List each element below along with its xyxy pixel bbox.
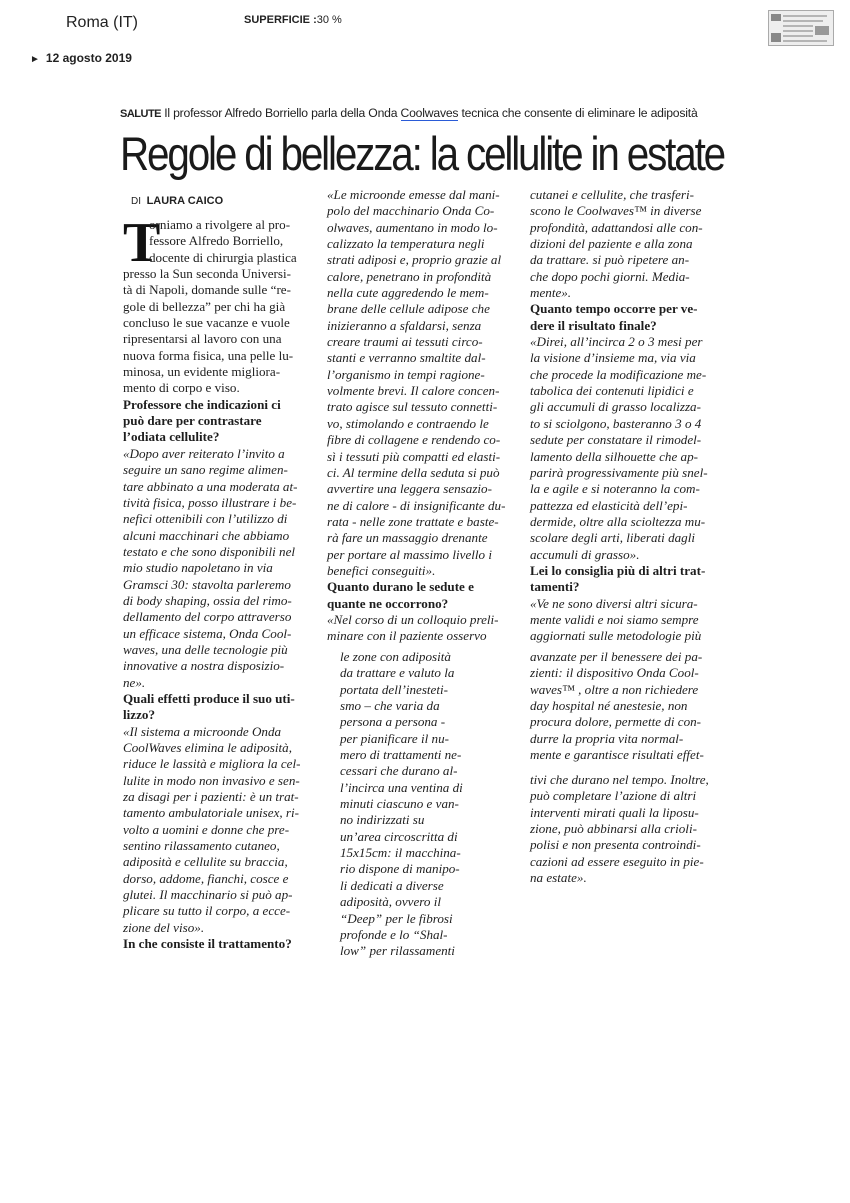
text-line: zione, può abbinarsi alla crioli- (530, 821, 697, 837)
text-line: waves, una delle tecnologie più (123, 641, 288, 657)
text-line: minuti ciascuno e van- (340, 796, 459, 812)
text-line: no indirizzati su (340, 812, 425, 828)
text-line: glutei. Il macchinario si può ap- (123, 887, 293, 903)
text-line: brane delle cellule adipose che (327, 301, 490, 317)
text-line: olwaves, aumentano in modo lo- (327, 219, 498, 235)
thumbnail-line (783, 40, 827, 42)
text-line: «Le microonde emesse dal mani- (327, 187, 500, 202)
text-line: mente validi e noi siamo sempre (530, 611, 699, 627)
text-line: mio studio napoletano in via (123, 560, 273, 576)
text-line: le zone con adiposità (340, 649, 451, 664)
text-line: scono le Coolwaves™ in diverse (530, 203, 702, 219)
text-line: parirà progressivamente più snel- (530, 464, 708, 480)
text-line: na estate». (530, 870, 587, 886)
text-line: li dedicati a diverse (340, 877, 444, 893)
text-line: fessore Alfredo Borriello, (149, 233, 284, 249)
text-line: nefici ottenibili con l’utilizzo di (123, 511, 288, 527)
text-line: nuova forma fisica, una pelle lu- (123, 347, 294, 363)
text-line: tà di Napoli, domande sulle “re- (123, 282, 291, 298)
drop-cap: T (123, 212, 161, 274)
article-headline: Regole di bellezza: la cellulite in estate (120, 127, 724, 180)
text-line: Gramsci 30: stavolta parleremo (123, 576, 291, 592)
text-line: waves™ , oltre a non richiedere (530, 681, 699, 697)
text-line: seguire un sano regime alimen- (123, 462, 288, 478)
text-line: fibre di collagene e rendendo co- (327, 432, 501, 448)
arrow-right-icon: ► (30, 54, 40, 65)
text-line: da trattare e valuto la (340, 665, 455, 681)
text-line: dere il risultato finale? (530, 317, 657, 333)
text-line: calizzato la temperatura negli (327, 236, 485, 252)
text-line: gli accumuli di grasso localizza- (530, 399, 701, 415)
text-line: tivi che durano nel tempo. Inoltre, (530, 772, 709, 787)
text-line: ci. Al termine della seduta si può (327, 464, 500, 480)
text-line: Lei lo consiglia più di altri trat- (530, 562, 706, 578)
thumbnail-line (783, 30, 813, 32)
text-line: la e agile e si noteranno la com- (530, 481, 700, 497)
text-line: plicare su tutto il corpo, a ecce- (123, 903, 291, 919)
text-line: un’area circoscritta di (340, 828, 458, 844)
text-line: Professore che indicazioni ci (123, 396, 281, 412)
thumbnail-block (771, 14, 781, 21)
text-line: Quali effetti produce il suo uti- (123, 690, 295, 706)
surface-label: SUPERFICIE : (244, 14, 317, 26)
thumbnail-line (783, 25, 813, 27)
text-line: accumuli di grasso». (530, 546, 640, 562)
thumbnail-block (815, 26, 829, 35)
text-line: low” per rilassamenti (340, 943, 455, 959)
text-line: profonde e lo “Shal- (340, 926, 448, 942)
text-line: stanti e verranno smaltite dal- (327, 350, 486, 366)
text-line: zienti: il dispositivo Onda Cool- (530, 665, 699, 681)
byline-author: LAURA CAICO (146, 195, 224, 207)
text-line: sì i tessuti più compatti ed elasti- (327, 448, 501, 464)
text-line: «Ve ne sono diversi altri sicura- (530, 595, 698, 611)
text-line: alcuni macchinari che abbiamo (123, 527, 290, 543)
text-line: «Direi, all’incirca 2 o 3 mesi per (530, 334, 703, 350)
article-column-3-continued (530, 649, 726, 763)
text-line: zione del viso». (123, 919, 205, 935)
text-line: persona a persona - (340, 714, 446, 730)
text-line: day hospital né anestesie, non (530, 698, 688, 714)
text-line: In che consiste il trattamento? (123, 936, 292, 952)
text-line: scolare degli arti, liberati dagli (530, 530, 695, 546)
text-line: adiposità, ovvero il (340, 894, 441, 910)
text-line: calore, penetrano in profondità (327, 268, 492, 284)
text-line: sentino rilassamento cutaneo, (123, 838, 280, 854)
text-line: la visione d’insieme ma, via via (530, 350, 696, 366)
kicker-text: Il professor Alfredo Borriello parla della Onda (164, 106, 401, 120)
article-column-3-end (530, 772, 726, 886)
text-line: vo, stimolando e contraendo le (327, 415, 489, 431)
text-line: mento di corpo e viso. (123, 380, 240, 396)
text-line: può dare per contrastare (123, 413, 262, 429)
thumbnail-line (783, 20, 823, 22)
text-line: quante ne occorrono? (327, 595, 449, 611)
text-line: avanzate per il benessere dei pa- (530, 649, 703, 664)
text-line: sedute per constatare il rimodel- (530, 432, 702, 448)
text-line: l’incirca una ventina di (340, 779, 463, 795)
text-line: orniamo a rivolgere al pro- (149, 217, 291, 232)
text-line: interventi mirati quali la liposu- (530, 804, 699, 820)
text-line: tamenti? (530, 579, 580, 595)
article-column-2 (327, 187, 523, 645)
text-line: avvertire una leggera sensazio- (327, 481, 492, 497)
text-line: concluso le sue vacanze e vuole (123, 315, 290, 331)
surface-value: 30 % (316, 14, 342, 26)
text-line: mero di trattamenti ne- (340, 747, 462, 763)
article-kicker (120, 106, 698, 120)
text-line: l’odiata cellulite? (123, 429, 220, 445)
article-column-1 (123, 212, 323, 952)
text-line: aggiornati sulle metodologie più (530, 628, 702, 644)
text-line: benefici conseguiti». (327, 562, 436, 578)
publication-date (30, 51, 132, 65)
text-line: per portare al massimo livello i (327, 546, 492, 562)
text-line: di body shaping, ossia del rimo- (123, 592, 292, 608)
text-line: mente e garantisce risultati effet- (530, 747, 704, 763)
text-line: rà fare un massaggio drenante (327, 530, 488, 546)
text-line: nella cute aggredendo le mem- (327, 285, 489, 301)
source-city: Roma (IT) (66, 14, 138, 31)
text-line: ne». (123, 674, 146, 690)
text-line: minosa, un evidente migliora- (123, 364, 281, 380)
text-line: portata dell’inesteti- (340, 681, 449, 697)
text-line: cessari che durano al- (340, 763, 458, 779)
thumbnail-line (783, 35, 813, 37)
text-line: docente di chirurgia plastica (149, 249, 297, 265)
text-line: riduce le lassità e migliora la cel- (123, 756, 301, 772)
text-line: «Dopo aver reiterato l’invito a (123, 445, 285, 461)
text-line: durre la propria vita normal- (530, 730, 684, 746)
text-line: dermide, oltre alla scioltezza mu- (530, 513, 706, 529)
thumbnail-line (783, 15, 827, 17)
text-line: da trattare. si può ripetere an- (530, 252, 690, 268)
text-line: creare traumi ai tessuti circo- (327, 334, 483, 350)
text-line: rata - nelle zone trattate e baste- (327, 513, 499, 529)
kicker-text-end: tecnica che consente di eliminare le adiposità (458, 106, 698, 120)
text-line: minare con il paziente osservo (327, 628, 487, 644)
text-line: to si sciolgono, basteranno 3 o 4 (530, 415, 702, 431)
text-line: gole di bellezza” per chi ha già (123, 298, 286, 314)
text-line: polisi e non presenta controindi- (530, 837, 701, 853)
text-line: tabolica dei contenuti lipidici e (530, 383, 694, 399)
text-line: cutanei e cellulite, che trasferi- (530, 187, 694, 202)
text-line: “Deep” per le fibrosi (340, 910, 453, 926)
text-line: inizieranno a sfaldarsi, senza (327, 317, 482, 333)
text-line: lulite in modo non invasivo e sen- (123, 772, 300, 788)
text-line: dizioni del paziente e alla zona (530, 236, 693, 252)
byline (131, 195, 223, 207)
surface-indicator (244, 14, 342, 26)
text-line: che procede la modificazione me- (530, 366, 707, 382)
text-line: polo del macchinario Onda Co- (327, 203, 495, 219)
text-line: za disagi per i pazienti: è un trat- (123, 789, 299, 805)
thumbnail-block (771, 33, 781, 42)
text-line: tamento ambulatoriale unisex, ri- (123, 805, 300, 821)
text-line: volmente brevi. Il calore concen- (327, 383, 500, 399)
text-line: per pianificare il nu- (340, 730, 449, 746)
page-thumbnail[interactable] (768, 10, 834, 46)
text-line: trato agisce sul tessuto connetti- (327, 399, 498, 415)
text-line: può completare l’azione di altri (530, 788, 697, 804)
text-line: presso la Sun seconda Universi- (123, 266, 292, 282)
text-line: smo – che varia da (340, 698, 440, 714)
text-line: cazioni ad essere eseguito in pie- (530, 853, 704, 869)
text-line: l’organismo in tempi ragione- (327, 366, 485, 382)
text-line: tare abbinato a una moderata at- (123, 478, 298, 494)
text-line: innovative a nostra disposizio- (123, 658, 285, 674)
text-line: dorso, addome, fianchi, cosce e (123, 870, 289, 886)
text-line: «Il sistema a microonde Onda (123, 723, 282, 739)
kicker-tag: SALUTE (120, 108, 161, 120)
text-line: lamento della silhouette che ap- (530, 448, 698, 464)
text-line: tività fisica, posso illustrare i be- (123, 494, 297, 510)
text-line: CoolWaves elimina le adiposità, (123, 740, 292, 755)
date-text: 12 agosto 2019 (45, 51, 132, 65)
text-line: dellamento del corpo attraverso (123, 609, 292, 625)
kicker-link: Coolwaves (400, 106, 459, 120)
text-line: procura dolore, permette di con- (530, 714, 702, 730)
text-line: Quanto durano le sedute e (327, 579, 474, 595)
text-line: testato e che sono disponibili nel (123, 543, 296, 559)
text-line: «Nel corso di un colloquio preli- (327, 611, 499, 627)
text-line: Quanto tempo occorre per ve- (530, 301, 698, 317)
text-line: volto a uomini e donne che pre- (123, 821, 290, 837)
text-line: adiposità e cellulite su braccia, (123, 854, 288, 870)
text-line: mente». (530, 285, 572, 301)
byline-prefix: DI (131, 196, 141, 207)
text-line: ripresentarsi al lavoro con una (123, 331, 282, 347)
text-line: un efficace sistema, Onda Cool- (123, 625, 292, 641)
text-line: strati adiposi e, proprio grazie al (327, 252, 502, 268)
text-line: profondità, adattandosi alle con- (530, 219, 703, 235)
text-line: ne di calore - di insignificante du- (327, 497, 506, 513)
text-line: 15x15cm: il macchina- (340, 845, 461, 861)
text-line: rio dispone di manipo- (340, 861, 460, 877)
text-line: pattezza ed elasticità dell’epi- (530, 497, 688, 513)
text-line: lizzo? (123, 707, 155, 723)
article-column-2-continued (340, 649, 510, 960)
article-column-3 (530, 187, 726, 645)
text-line: che dopo pochi giorni. Media- (530, 268, 690, 284)
